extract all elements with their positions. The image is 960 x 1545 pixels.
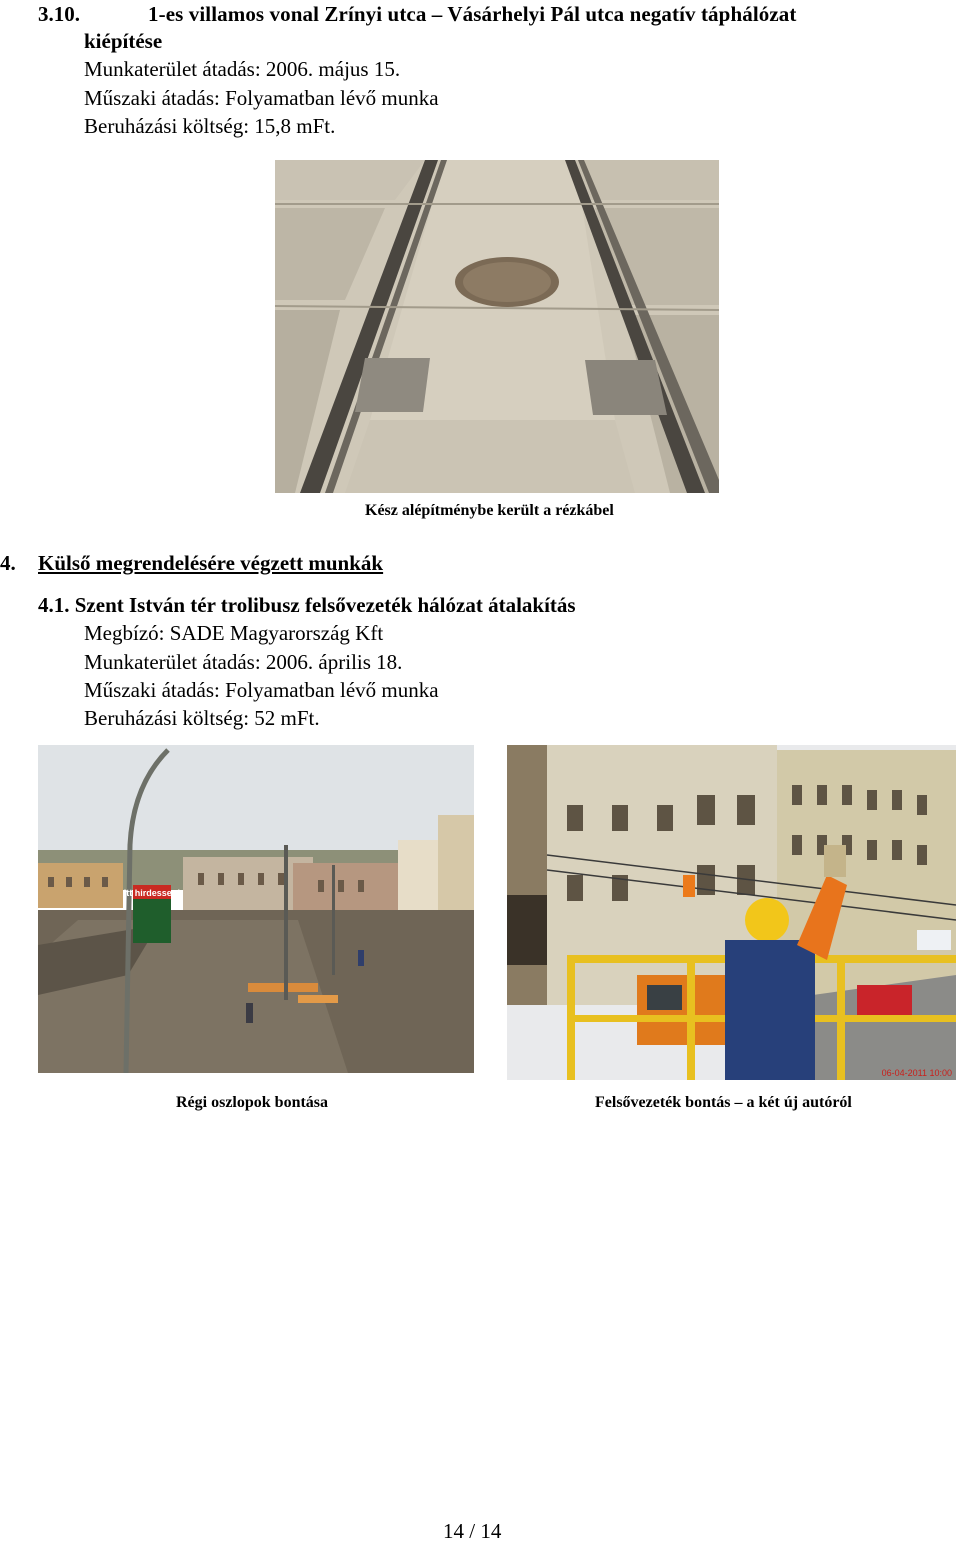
investment-cost: Beruházási költség: 52 mFt. bbox=[84, 706, 320, 730]
photo-caption-right: Felsővezeték bontás – a két új autóról bbox=[595, 1094, 852, 1111]
technical-handover: Műszaki átadás: Folyamatban lévő munka bbox=[84, 678, 439, 702]
billboard-sign-text: Itt hirdessen! bbox=[123, 888, 181, 898]
handover-date: Munkaterület átadás: 2006. április 18. bbox=[84, 650, 403, 674]
section-title-continuation: kiépítése bbox=[84, 29, 163, 53]
page-number: 14 / 14 bbox=[443, 1519, 502, 1543]
demolition-site-photo bbox=[38, 745, 474, 1073]
overhead-line-photo bbox=[507, 745, 956, 1080]
subsection-title: 4.1. Szent István tér trolibusz felsővezeték hálózat átalakítás bbox=[38, 593, 576, 617]
tram-track-photo bbox=[275, 160, 719, 493]
chapter-number: 4. bbox=[0, 551, 16, 575]
chapter-title: Külső megrendelésére végzett munkák bbox=[38, 551, 384, 575]
client: Megbízó: SADE Magyarország Kft bbox=[84, 621, 384, 645]
section-title: 1-es villamos vonal Zrínyi utca – Vásárhelyi Pál utca negatív táphálózat bbox=[148, 2, 797, 26]
photo-caption-left: Régi oszlopok bontása bbox=[176, 1094, 329, 1111]
handover-date: Munkaterület átadás: 2006. május 15. bbox=[84, 57, 401, 81]
photo-caption: Kész alépítménybe került a rézkábel bbox=[365, 502, 614, 519]
date-stamp: 06-04-2011 10:00 bbox=[881, 1068, 952, 1078]
investment-cost: Beruházási költség: 15,8 mFt. bbox=[84, 114, 336, 138]
technical-handover: Műszaki átadás: Folyamatban lévő munka bbox=[84, 86, 439, 110]
section-number: 3.10. bbox=[38, 2, 80, 26]
